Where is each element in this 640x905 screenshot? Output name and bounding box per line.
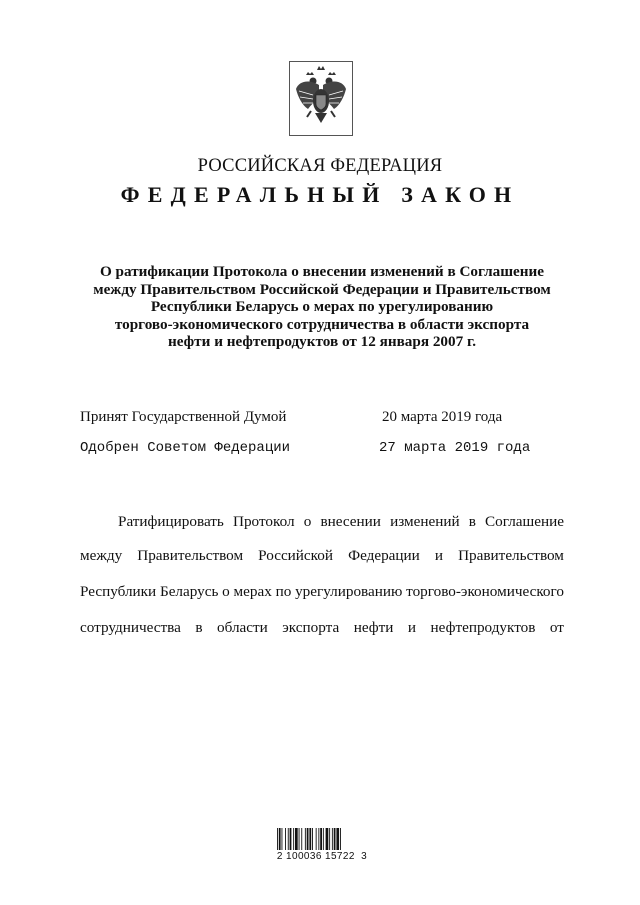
coat-of-arms-icon	[289, 61, 353, 136]
title-line: Республики Беларусь о мерах по урегулированию	[150, 298, 494, 316]
duma-label: Принят Государственной Думой	[80, 409, 287, 425]
country-name: РОССИЙСКАЯ ФЕДЕРАЦИЯ	[197, 156, 443, 176]
body-line: между Правительством Российской Федерации и Правительством	[80, 547, 564, 564]
title-line: О ратификации Протокола о внесении изменений в Соглашение	[99, 263, 545, 280]
body-line: сотрудничества в области экспорта нефти и нефтепродуктов от	[80, 619, 564, 636]
title-line: торгово-экономического сотрудничества в области экспорта	[114, 315, 530, 333]
law-title	[80, 263, 564, 351]
barcode-icon	[277, 828, 361, 850]
council-date: 27 марта 2019 года	[379, 440, 531, 456]
duma-date: 20 марта 2019 года	[382, 409, 503, 425]
barcode-number: 2 100036 15722 3	[276, 851, 368, 862]
council-label: Одобрен Советом Федерации	[80, 440, 291, 456]
title-line: между Правительством Российской Федерации и Правительством	[93, 280, 551, 298]
title-line: нефти и нефтепродуктов от 12 января 2007 г.	[168, 333, 476, 351]
body-line: Республики Беларусь о мерах по урегулированию торгово-экономического	[80, 583, 564, 600]
document-type: ФЕДЕРАЛЬНЫЙ ЗАКОН	[120, 182, 520, 207]
body-line: Ратифицировать Протокол о внесении изменений в Соглашение	[118, 513, 564, 530]
